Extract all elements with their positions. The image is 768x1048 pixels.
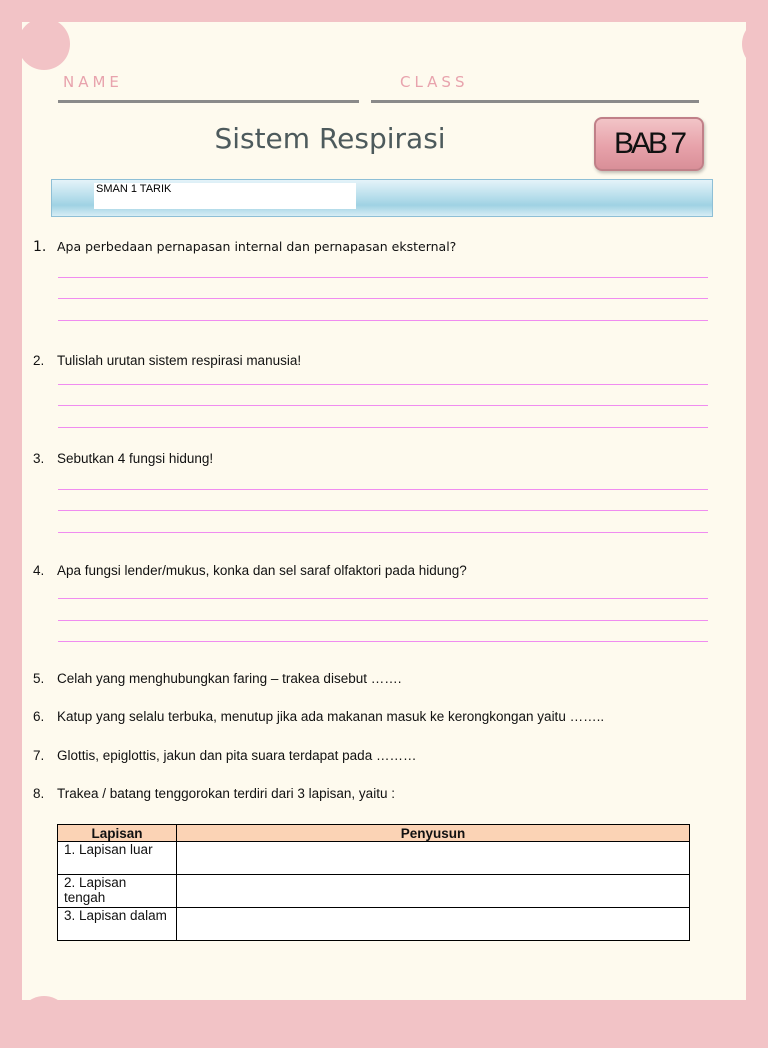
- table-row: [58, 875, 690, 908]
- question-number: 2.: [33, 353, 45, 368]
- answer-line[interactable]: [58, 277, 708, 278]
- corner-notch: [742, 996, 768, 1048]
- answer-line[interactable]: [58, 532, 708, 533]
- question-number: 4.: [33, 563, 45, 578]
- table-row: [58, 842, 690, 875]
- corner-notch: [742, 18, 768, 70]
- question-text: Sebutkan 4 fungsi hidung!: [57, 451, 214, 466]
- question-1: [33, 239, 456, 255]
- name-label: NAME: [63, 73, 123, 91]
- column-header-penyusun: Penyusun: [177, 825, 690, 842]
- question-number: 5.: [33, 671, 45, 686]
- lapisan-cell: 3. Lapisan dalam: [58, 908, 177, 941]
- question-number: 6.: [33, 709, 45, 724]
- answer-line[interactable]: [58, 405, 708, 406]
- question-text: Trakea / batang tenggorokan terdiri dari 3 lapisan, yaitu :: [57, 786, 395, 801]
- question-6: [33, 709, 604, 724]
- answer-line[interactable]: [58, 510, 708, 511]
- question-8: [33, 786, 395, 801]
- answer-line[interactable]: [58, 489, 708, 490]
- penyusun-answer-cell[interactable]: [177, 842, 690, 875]
- page-title: Sistem Respirasi: [214, 122, 446, 155]
- question-3: [33, 451, 213, 466]
- answer-line[interactable]: [58, 598, 708, 599]
- question-text: Celah yang menghubungkan faring – trakea disebut …….: [57, 671, 402, 686]
- table-row: [58, 908, 690, 941]
- chapter-badge: BAB 7: [594, 117, 704, 171]
- question-text: Apa perbedaan pernapasan internal dan pernapasan eksternal?: [57, 239, 457, 254]
- question-5: [33, 671, 401, 686]
- corner-notch: [18, 996, 70, 1048]
- column-header-lapisan: Lapisan: [58, 825, 177, 842]
- table-header-row: [58, 825, 690, 842]
- penyusun-answer-cell[interactable]: [177, 875, 690, 908]
- layers-table: [57, 824, 690, 941]
- lapisan-cell: 2. Lapisan tengah: [58, 875, 177, 908]
- corner-notch: [18, 18, 70, 70]
- class-label: CLASS: [400, 73, 469, 91]
- answer-line[interactable]: [58, 320, 708, 321]
- question-text: Apa fungsi lender/mukus, konka dan sel saraf olfaktori pada hidung?: [57, 563, 467, 578]
- answer-line[interactable]: [58, 298, 708, 299]
- question-4: [33, 563, 467, 578]
- question-text: Tulislah urutan sistem respirasi manusia!: [57, 353, 302, 368]
- question-text: Glottis, epiglottis, jakun dan pita suara terdapat pada ………: [57, 748, 417, 763]
- penyusun-answer-cell[interactable]: [177, 908, 690, 941]
- name-field[interactable]: [58, 100, 359, 103]
- question-number: 3.: [33, 451, 45, 466]
- question-number: 1.: [33, 239, 47, 255]
- lapisan-cell: 1. Lapisan luar: [58, 842, 177, 875]
- question-2: [33, 353, 301, 368]
- answer-line[interactable]: [58, 641, 708, 642]
- question-text: Katup yang selalu terbuka, menutup jika ada makanan masuk ke kerongkongan yaitu ……..: [57, 709, 605, 724]
- school-name: SMAN 1 TARIK: [96, 183, 172, 195]
- question-number: 7.: [33, 748, 45, 763]
- answer-line[interactable]: [58, 427, 708, 428]
- class-field[interactable]: [371, 100, 699, 103]
- question-number: 8.: [33, 786, 45, 801]
- answer-line[interactable]: [58, 384, 708, 385]
- question-7: [33, 748, 416, 763]
- answer-line[interactable]: [58, 620, 708, 621]
